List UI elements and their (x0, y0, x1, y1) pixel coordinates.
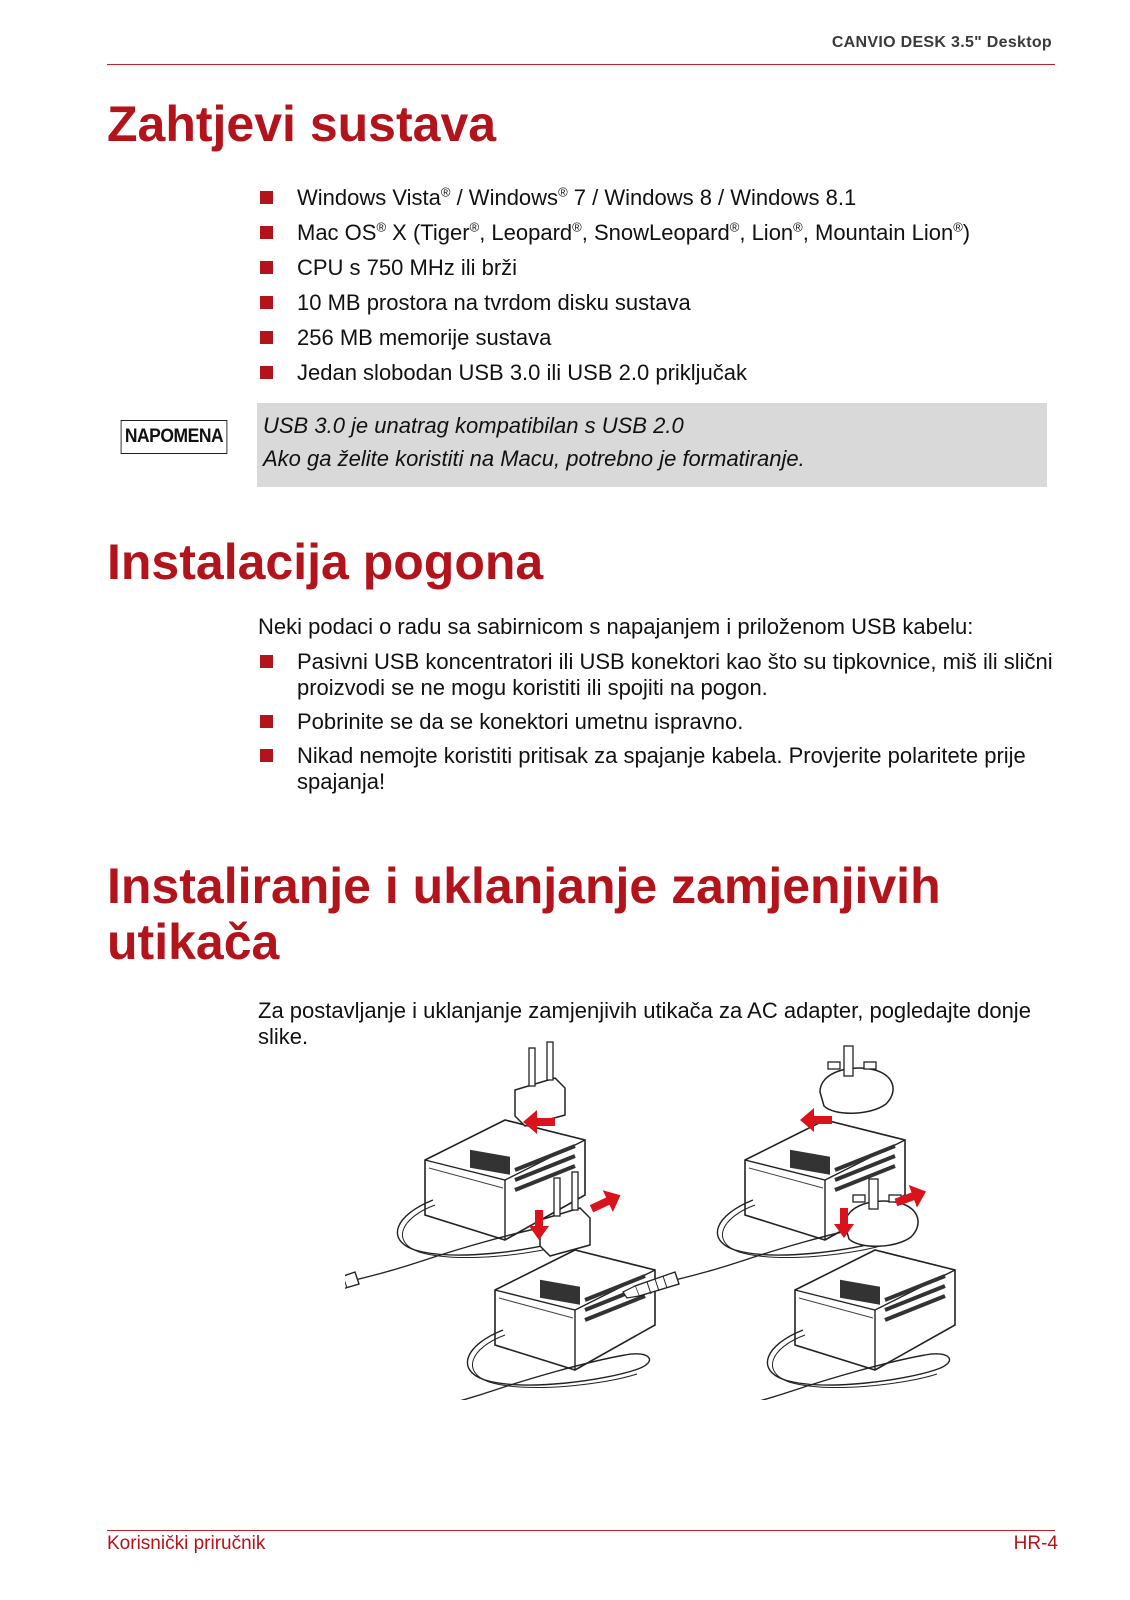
list-item (260, 255, 1060, 281)
note-tag: NAPOMENA (121, 420, 228, 454)
list-item-text: Pobrinite se da se konektori umetnu ispravno. (297, 709, 744, 734)
system-requirements-list (260, 185, 1060, 395)
page-number: HR-4 (1013, 1533, 1058, 1554)
footer-rule (107, 1530, 1055, 1531)
bullet-icon (260, 749, 273, 762)
heading-system-requirements: Zahtjevi sustava (107, 96, 497, 152)
install-notes-list (260, 649, 1060, 803)
list-item-text: 10 MB prostora na tvrdom disku sustava (297, 290, 691, 315)
list-item (260, 290, 1060, 316)
list-item-text: Pasivni USB koncentratori ili USB konektori kao što su tipkovnice, miš ili slični proizvodi se ne mogu koristiti ili spojiti na pogon. (297, 649, 1053, 700)
bullet-icon (260, 366, 273, 379)
heading-drive-installation: Instalacija pogona (107, 534, 544, 590)
list-item (260, 360, 1060, 386)
list-item-text: 256 MB memorije sustava (297, 325, 552, 350)
note-box (257, 403, 1047, 487)
header-rule (107, 64, 1055, 65)
bullet-icon (260, 261, 273, 274)
list-item (260, 185, 1060, 211)
heading-plug-install-remove: Instaliranje i uklanjanje zamjenjivih utikača (107, 858, 941, 970)
note-line: Ako ga želite koristiti na Macu, potrebno je formatiranje. (263, 446, 805, 471)
adapter-plug-illustration (345, 1040, 965, 1400)
bullet-icon (260, 655, 273, 668)
plugs-intro: Za postavljanje i uklanjanje zamjenjivih utikača za AC adapter, pogledajte donje slike. (258, 998, 1031, 1049)
note-line: USB 3.0 je unatrag kompatibilan s USB 2.0 (263, 413, 684, 438)
list-item-text: Mac OS® X (Tiger®, Leopard®, SnowLeopard®, Lion®, Mountain Lion®) (297, 219, 971, 245)
footer-manual-title: Korisnički priručnik (107, 1533, 266, 1554)
list-item (260, 220, 1060, 246)
bullet-icon (260, 331, 273, 344)
list-item-text: Windows Vista® / Windows® 7 / Windows 8 / Windows 8.1 (297, 184, 857, 210)
bullet-icon (260, 296, 273, 309)
list-item-text: CPU s 750 MHz ili brži (297, 255, 518, 280)
list-item-text: Nikad nemojte koristiti pritisak za spajanje kabela. Provjerite polaritete prije spajanja! (297, 743, 1026, 794)
list-item (260, 743, 1060, 795)
running-header: CANVIO DESK 3.5" Desktop (831, 34, 1052, 51)
bullet-icon (260, 715, 273, 728)
list-item (260, 649, 1060, 701)
list-item (260, 709, 1060, 735)
bullet-icon (260, 226, 273, 239)
list-item-text: Jedan slobodan USB 3.0 ili USB 2.0 priključak (297, 360, 748, 385)
bullet-icon (260, 191, 273, 204)
list-item (260, 325, 1060, 351)
install-intro: Neki podaci o radu sa sabirnicom s napajanjem i priloženom USB kabelu: (258, 614, 974, 639)
